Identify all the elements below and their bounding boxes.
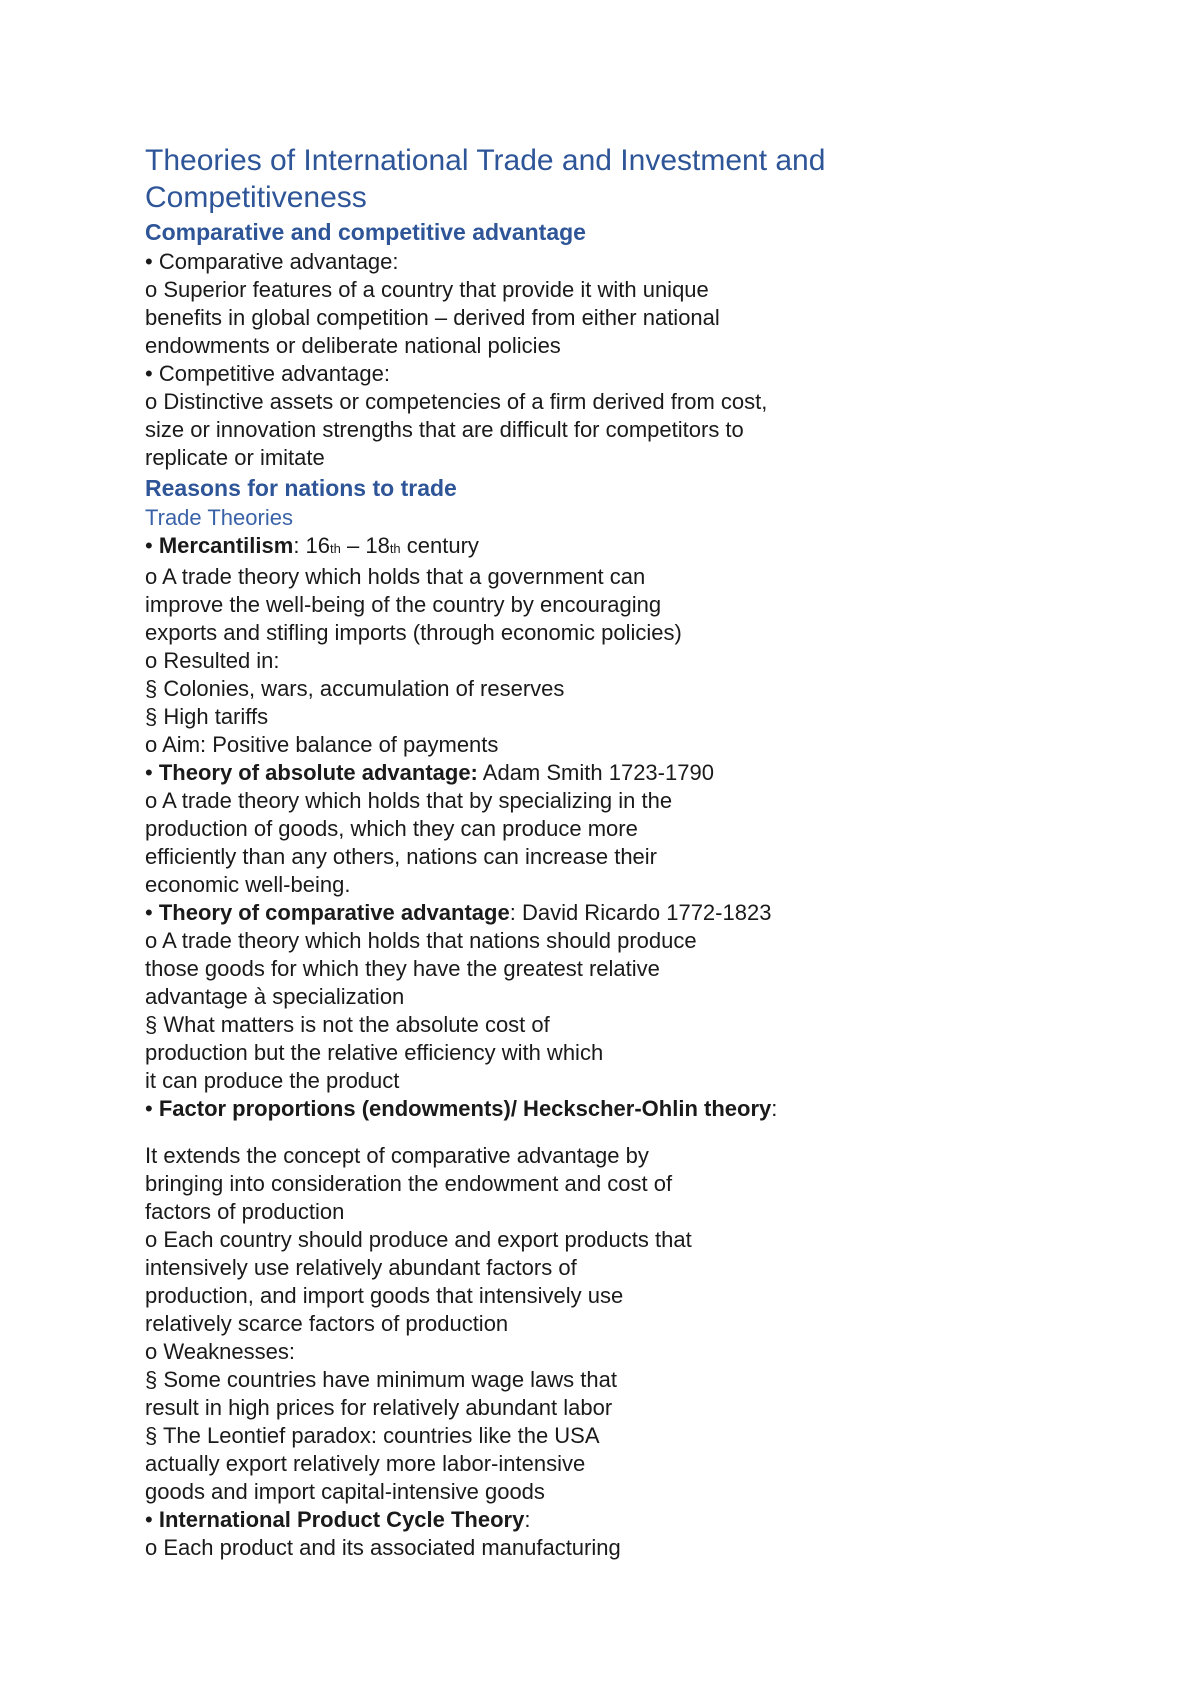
bullet-marker: • (145, 760, 159, 785)
text-line: goods and import capital-intensive goods (145, 1479, 545, 1504)
bullet-marker: • (145, 533, 159, 558)
text-span: : (524, 1507, 531, 1532)
text-line: result in high prices for relatively abundant labor (145, 1395, 613, 1420)
text-line: improve the well-being of the country by encouraging (145, 592, 662, 617)
bullet-marker: • (145, 900, 159, 925)
text-span: : (771, 1096, 778, 1121)
text-line: It extends the concept of comparative advantage by (145, 1143, 649, 1168)
term-product-cycle: International Product Cycle Theory (158, 1507, 525, 1532)
text-line: actually export relatively more labor-intensive (145, 1451, 586, 1476)
text-line: o Resulted in: (145, 648, 280, 673)
text-line: § What matters is not the absolute cost of (145, 1012, 550, 1037)
term-absolute-advantage: Theory of absolute advantage: (158, 760, 478, 785)
term-mercantilism: Mercantilism (158, 533, 294, 558)
text-line: efficiently than any others, nations can increase their (145, 844, 658, 869)
bullet-product-cycle (145, 1506, 1145, 1534)
text-line: o Weaknesses: (145, 1339, 296, 1364)
text-line: o Each product and its associated manufacturing (145, 1535, 621, 1560)
text-line: production of goods, which they can produce more (145, 816, 638, 841)
document-title-line-1: Theories of International Trade and Investment and (145, 144, 826, 177)
section-heading-advantage: Comparative and competitive advantage (145, 219, 586, 245)
text-line: production but the relative efficiency with which (145, 1040, 604, 1065)
ordinal-suffix: th (330, 541, 341, 556)
section-heading-reasons: Reasons for nations to trade (145, 475, 457, 501)
text-line: • Comparative advantage: (145, 249, 399, 274)
text-span: : David Ricardo 1772-1823 (509, 900, 772, 925)
bullet-marker: • (145, 1096, 159, 1121)
text-line: factors of production (145, 1199, 345, 1224)
text-line: endowments or deliberate national policies (145, 333, 561, 358)
text-line: • Competitive advantage: (145, 361, 390, 386)
text-line: o A trade theory which holds that nations should produce (145, 928, 697, 953)
bullet-heckscher-ohlin (145, 1095, 1145, 1123)
text-line: benefits in global competition – derived from either national (145, 305, 720, 330)
text-line: replicate or imitate (145, 445, 325, 470)
text-span: – 18 (340, 533, 390, 558)
bullet-comparative-advantage (145, 899, 1145, 927)
text-span: Adam Smith 1723-1790 (477, 760, 714, 785)
bullet-mercantilism (145, 532, 1145, 563)
text-span: century (400, 533, 479, 558)
text-line: exports and stifling imports (through economic policies) (145, 620, 682, 645)
text-line: relatively scarce factors of production (145, 1311, 509, 1336)
ordinal-suffix: th (389, 541, 401, 556)
text-line: advantage à specialization (145, 984, 405, 1009)
text-line: § Some countries have minimum wage laws that (145, 1367, 617, 1392)
text-line: o A trade theory which holds that by specializing in the (145, 788, 673, 813)
text-line: § The Leontief paradox: countries like the USA (145, 1423, 600, 1448)
text-line: economic well-being. (145, 872, 351, 897)
document-content (145, 142, 1145, 1562)
text-line: production, and import goods that intensively use (145, 1283, 624, 1308)
text-line: size or innovation strengths that are difficult for competitors to (145, 417, 744, 442)
text-line: § Colonies, wars, accumulation of reserves (145, 676, 565, 701)
text-line: o Distinctive assets or competencies of a firm derived from cost, (145, 389, 768, 414)
text-line: it can produce the product (145, 1068, 400, 1093)
term-heckscher-ohlin: Factor proportions (endowments)/ Heckscher-Ohlin theory (158, 1096, 772, 1121)
text-line: those goods for which they have the greatest relative (145, 956, 660, 981)
paragraph-gap (145, 1123, 1145, 1142)
term-comparative-advantage: Theory of comparative advantage (158, 900, 510, 925)
text-line: bringing into consideration the endowment and cost of (145, 1171, 673, 1196)
subheading-trade-theories: Trade Theories (145, 505, 293, 530)
bullet-absolute-advantage (145, 759, 1145, 787)
text-span: : 16 (293, 533, 331, 558)
text-line: o Each country should produce and export products that (145, 1227, 692, 1252)
text-line: o Superior features of a country that provide it with unique (145, 277, 709, 302)
document-title-line-2: Competitiveness (145, 181, 367, 214)
bullet-marker: • (145, 1507, 159, 1532)
text-line: § High tariffs (145, 704, 269, 729)
text-line: intensively use relatively abundant factors of (145, 1255, 577, 1280)
text-line: o A trade theory which holds that a government can (145, 564, 646, 589)
text-line: o Aim: Positive balance of payments (145, 732, 499, 757)
